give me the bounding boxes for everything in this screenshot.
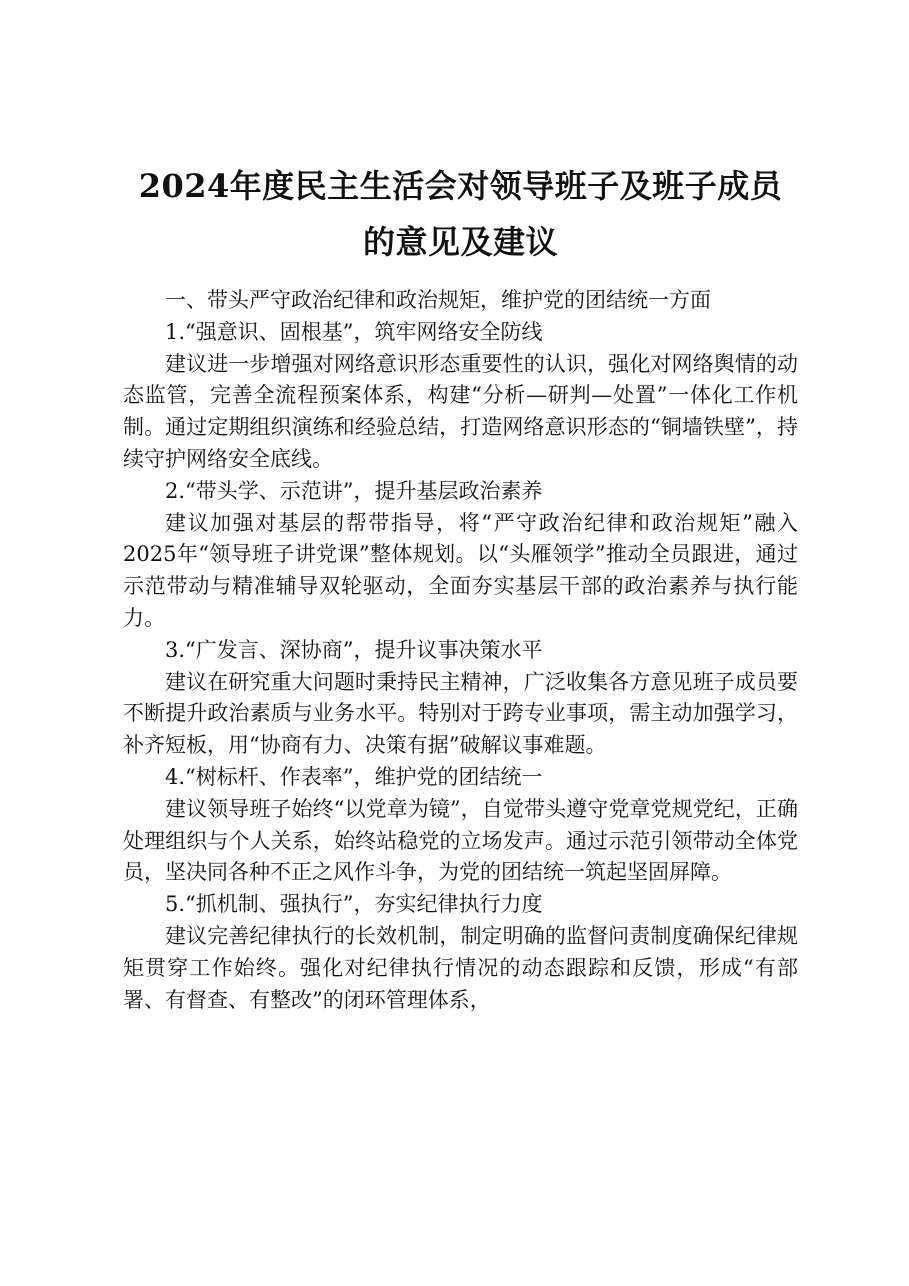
item-heading-1: 1.“强意识、固根基”，筑牢网络安全防线	[165, 319, 543, 344]
item-paragraph-1: 建议进一步增强对网络意识形态重要性的认识，强化对网络舆情的动态监管，完善全流程预案体系，构建“分析—研判—处置”一体化工作机制。通过定期组织演练和经验总结，打造网络意识形态的“铜墙铁壁”，持续守护网络安全底线。	[123, 351, 798, 471]
item-paragraph-3: 建议在研究重大问题时秉持民主精神，广泛收集各方意见班子成员要不断提升政治素质与业务水平。特别对于跨专业事项，需主动加强学习，补齐短板，用“协商有力、决策有据”破解议事难题。	[123, 669, 798, 758]
document-title-line-1: 2024年度民主生活会对领导班子及班子成员	[138, 167, 783, 205]
item-heading-5: 5.“抓机制、强执行”，夯实纪律执行力度	[165, 892, 543, 917]
document-title-line-2: 的意见及建议	[362, 223, 558, 261]
item-heading-4: 4.“树标杆、作表率”，维护党的团结统一	[165, 764, 543, 789]
document-body	[123, 285, 798, 1016]
item-heading-2: 2.“带头学、示范讲”，提升基层政治素养	[165, 478, 543, 503]
item-paragraph-5: 建议完善纪律执行的长效机制，制定明确的监督问责制度确保纪律规矩贯穿工作始终。强化对纪律执行情况的动态跟踪和反馈，形成“有部署、有督查、有整改”的闭环管理体系，	[123, 923, 798, 1012]
item-paragraph-2: 建议加强对基层的帮带指导，将“严守政治纪律和政治规矩”融入2025年“领导班子讲党课”整体规划。以“头雁领学”推动全员跟进，通过示范带动与精准辅导双轮驱动，全面夯实基层干部的政治素养与执行能力。	[123, 510, 798, 630]
item-heading-3: 3.“广发言、深协商”，提升议事决策水平	[165, 637, 543, 662]
section-heading: 一、带头严守政治纪律和政治规矩，维护党的团结统一方面	[165, 288, 711, 312]
item-paragraph-4: 建议领导班子始终“以党章为镜”，自觉带头遵守党章党规党纪，正确处理组织与个人关系，始终站稳党的立场发声。通过示范引领带动全体党员，坚决同各种不正之风作斗争，为党的团结统一筑起坚固屏障。	[123, 796, 798, 885]
document-title	[123, 158, 798, 270]
